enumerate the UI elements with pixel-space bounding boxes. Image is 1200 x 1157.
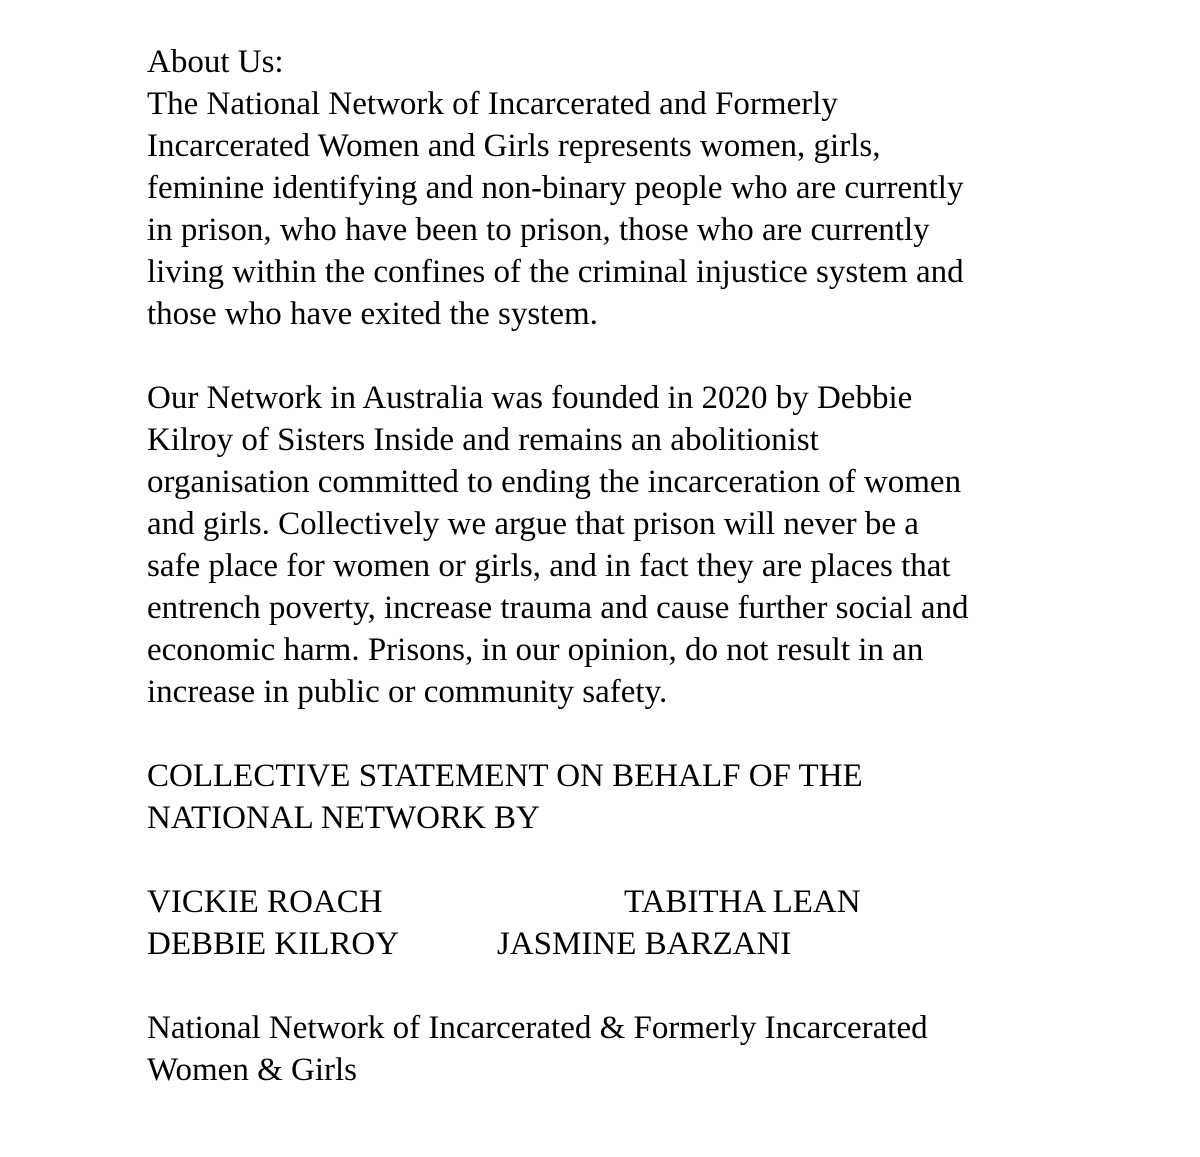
- paragraph-spacer: [147, 965, 1147, 1007]
- text-line: COLLECTIVE STATEMENT ON BEHALF OF THE: [147, 758, 863, 794]
- text-line: safe place for women or girls, and in fact they are places that: [147, 548, 951, 584]
- signatory-name: JASMINE BARZANI: [497, 926, 792, 962]
- text-line: feminine identifying and non-binary people who are currently: [147, 170, 964, 206]
- text-line: living within the confines of the criminal injustice system and: [147, 254, 964, 290]
- text-line: in prison, who have been to prison, those who are currently: [147, 212, 930, 248]
- signatory-name: VICKIE ROACH: [147, 884, 383, 920]
- signatory-row: [147, 881, 1147, 923]
- text-line: The National Network of Incarcerated and Formerly: [147, 86, 838, 122]
- signatory-name: TABITHA LEAN: [624, 884, 861, 920]
- text-line: National Network of Incarcerated & Formerly Incarcerated: [147, 1010, 928, 1046]
- document-body: [147, 41, 1147, 1091]
- paragraph-spacer: [147, 335, 1147, 377]
- text-line: Women & Girls: [147, 1052, 357, 1088]
- signatory-row: [147, 923, 1147, 965]
- about-paragraph-2: [147, 377, 1147, 713]
- text-line: NATIONAL NETWORK BY: [147, 800, 540, 836]
- text-line: increase in public or community safety.: [147, 674, 668, 710]
- text-line: economic harm. Prisons, in our opinion, do not result in an: [147, 632, 924, 668]
- signatories: [147, 881, 1147, 965]
- text-line: Incarcerated Women and Girls represents women, girls,: [147, 128, 881, 164]
- about-heading: About Us:: [147, 44, 284, 80]
- text-line: Our Network in Australia was founded in 2020 by Debbie: [147, 380, 913, 416]
- signatory-name: DEBBIE KILROY: [147, 926, 400, 962]
- text-line: organisation committed to ending the incarceration of women: [147, 464, 962, 500]
- collective-statement-heading: [147, 755, 1147, 839]
- organisation-name: [147, 1007, 1147, 1091]
- text-line: entrench poverty, increase trauma and cause further social and: [147, 590, 969, 626]
- paragraph-spacer: [147, 713, 1147, 755]
- text-line: those who have exited the system.: [147, 296, 598, 332]
- about-paragraph-1: [147, 83, 1147, 335]
- text-line: Kilroy of Sisters Inside and remains an abolitionist: [147, 422, 819, 458]
- text-line: and girls. Collectively we argue that prison will never be a: [147, 506, 919, 542]
- paragraph-spacer: [147, 839, 1147, 881]
